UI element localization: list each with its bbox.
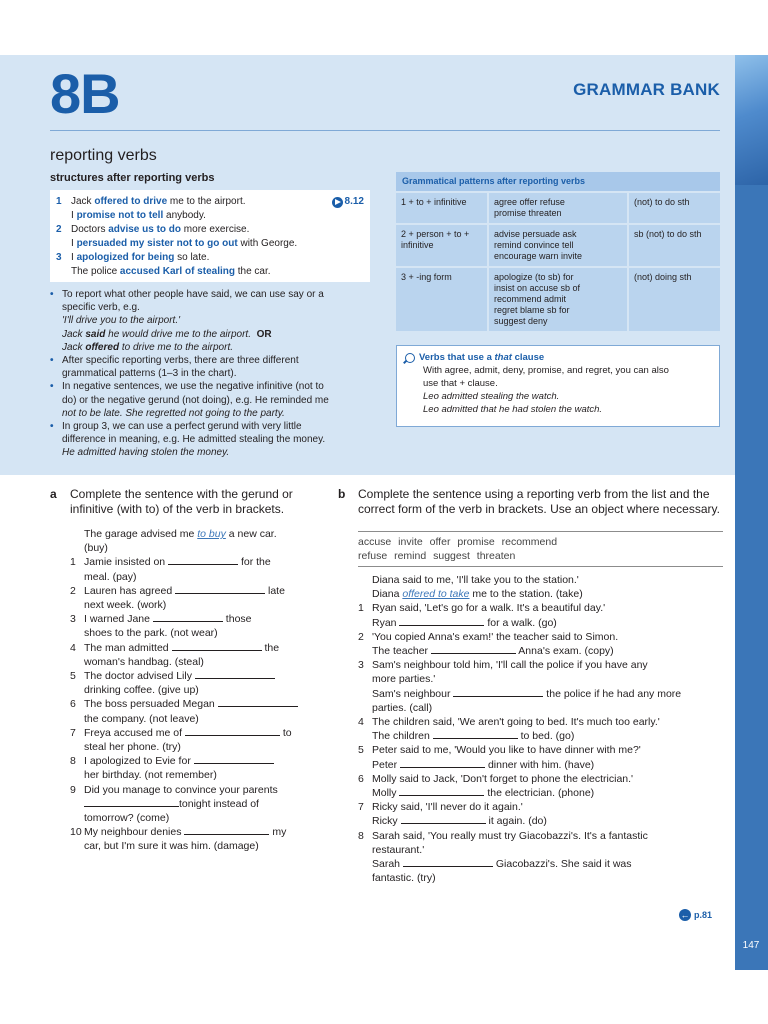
note-line: To report what other people have said, we can use say or a <box>62 289 324 300</box>
item-text-part: Molly said to Jack, 'Don't forget to phone the electrician.' <box>372 772 634 785</box>
note-or: OR <box>256 328 272 340</box>
item-text-part: more parties.' <box>372 673 436 686</box>
answer-blank[interactable] <box>194 754 274 764</box>
exercise-a <box>50 487 320 854</box>
exercise-items <box>50 527 320 854</box>
item-text-part: The teacher <box>372 645 429 658</box>
item-text <box>372 630 723 658</box>
item-number: 2 <box>70 584 76 597</box>
note-body <box>62 420 375 460</box>
answer-blank[interactable] <box>431 644 516 654</box>
example-text-part: me to the airport. <box>167 196 246 207</box>
exercise-item <box>70 641 320 669</box>
example-text-part: more exercise. <box>181 224 250 235</box>
exercise-item <box>70 612 320 640</box>
example-text-part: Jack <box>71 196 95 207</box>
note-quote: 'I'll drive you to the airport.' <box>62 315 181 327</box>
example-text <box>71 251 364 279</box>
answer-blank[interactable] <box>84 797 179 807</box>
example-text-part: The garage advised me <box>84 528 198 540</box>
item-text <box>372 743 723 771</box>
exercise-item <box>358 630 723 658</box>
note-text-part: to drive me to the airport. <box>119 341 234 353</box>
item-number: 3 <box>358 659 364 672</box>
example-number: 2 <box>56 224 62 235</box>
audio-reference[interactable] <box>332 195 364 209</box>
exercise-item <box>358 601 723 629</box>
item-text-part: woman's handbag. (steal) <box>84 655 204 668</box>
example-hint: (buy) <box>84 542 108 555</box>
exercise-example <box>70 527 320 555</box>
item-text-part: Peter <box>372 758 398 771</box>
example-highlight: persuaded my sister not to go out <box>76 238 238 249</box>
section-title: GRAMMAR BANK <box>573 80 720 99</box>
item-number: 6 <box>358 772 364 785</box>
tip-title-italic: that <box>494 352 512 363</box>
item-number: 4 <box>70 641 76 654</box>
item-text-part: those <box>222 613 252 626</box>
note-line: do) or the negative gerund (not doing), e.g. He reminded me <box>62 394 329 406</box>
exercise-letter: a <box>50 487 57 501</box>
item-number: 8 <box>70 755 76 768</box>
item-text-part: to <box>279 726 292 739</box>
unit-code: 8B <box>50 62 120 125</box>
tip-title-text <box>419 351 544 364</box>
item-text-part: Sarah <box>372 858 401 871</box>
answer-blank[interactable] <box>400 758 485 768</box>
note-line: specific verb, e.g. <box>62 302 140 314</box>
example-text-part: The police <box>71 266 120 277</box>
answer-blank[interactable] <box>168 555 238 565</box>
exercise-instruction: Complete the sentence using a reporting verb from the list and the correct form of the verb in brackets. Use an object where necessary. <box>358 487 720 516</box>
item-number: 5 <box>70 670 76 683</box>
pattern-cell: 1 + to + infinitive <box>396 192 488 224</box>
example-text-part: me to the station. (take) <box>469 588 583 601</box>
tip-line: use that + clause. <box>423 378 498 389</box>
structure-cell: (not) doing sth <box>628 267 720 331</box>
item-text <box>372 715 723 743</box>
verbs-cell: apologize (to sb) for insist on accuse sb of recommend admit regret blame sb for suggest deny <box>488 267 628 331</box>
answer-blank[interactable] <box>184 825 269 835</box>
example-highlight: advise us to do <box>108 224 182 235</box>
example-highlight: offered to drive <box>94 196 168 207</box>
back-page-link[interactable] <box>679 909 712 921</box>
item-text-part: my <box>269 826 287 839</box>
exercise-item <box>70 754 320 782</box>
item-text <box>372 601 723 629</box>
exercise-item <box>70 697 320 725</box>
word-list-line: accuse invite offer promise recommend <box>358 536 558 548</box>
example-text-part: I <box>71 210 77 221</box>
example-row <box>56 195 364 223</box>
item-text-part: I warned Jane <box>84 613 150 626</box>
answer-blank[interactable] <box>403 857 493 867</box>
item-number: 1 <box>70 556 76 569</box>
item-text-part: Ricky said, 'I'll never do it again.' <box>372 801 523 814</box>
item-text <box>84 697 320 725</box>
item-text-part: it again. (do) <box>485 815 547 828</box>
answer-blank[interactable] <box>195 669 275 679</box>
item-text-part: parties. (call) <box>372 701 433 714</box>
exercise-item <box>358 658 723 715</box>
answer-blank[interactable] <box>172 641 262 651</box>
pattern-cell: 2 + person + to + infinitive <box>396 224 488 267</box>
note-line: After specific reporting verbs, there are three different <box>62 355 299 367</box>
item-text-part: Peter said to me, 'Would you like to have dinner with me?' <box>372 744 641 757</box>
exercise-item <box>70 825 320 853</box>
example-number: 1 <box>56 196 62 207</box>
example-text-part: a new car. <box>225 528 277 540</box>
item-text <box>84 669 320 697</box>
answer-blank[interactable] <box>399 616 484 626</box>
note-item <box>50 420 375 460</box>
tip-line: Leo admitted that he had stolen the watch. <box>423 404 603 415</box>
item-text <box>84 726 320 754</box>
table-row <box>396 192 720 224</box>
item-text-part: My neighbour denies <box>84 826 182 839</box>
back-arrow-icon[interactable]: ← <box>680 910 690 920</box>
tip-box <box>396 345 720 427</box>
note-line: grammatical patterns (1–3 in the chart). <box>62 368 237 380</box>
item-text-part: the police if he had any more <box>543 687 682 700</box>
item-text <box>84 612 320 640</box>
exercise-item <box>70 555 320 583</box>
item-text-part: the electrician. (phone) <box>484 787 595 800</box>
item-number: 6 <box>70 698 76 711</box>
item-text-part: The boss persuaded Megan <box>84 698 215 711</box>
answer-blank[interactable] <box>175 584 265 594</box>
answer-blank[interactable] <box>433 729 518 739</box>
note-item <box>50 380 375 420</box>
note-line: In group 3, we can use a perfect gerund with very little <box>62 421 302 433</box>
example-row <box>56 223 364 251</box>
structure-cell: sb (not) to do sth <box>628 224 720 267</box>
item-text-part: Giacobazzi's. She said it was <box>492 858 632 871</box>
note-text-bold: said <box>85 328 106 340</box>
note-body <box>62 288 375 354</box>
item-text-part: The man admitted <box>84 641 169 654</box>
example-answer: to buy <box>197 528 226 540</box>
word-list-line: refuse remind suggest threaten <box>358 550 516 562</box>
item-number: 4 <box>358 716 364 729</box>
item-text-part: Molly <box>372 787 397 800</box>
item-text-part: The children <box>372 730 430 743</box>
page-number: 147 <box>742 940 760 951</box>
structure-cell: (not) to do sth <box>628 192 720 224</box>
item-text-part: drinking coffee. (give up) <box>84 684 199 697</box>
example-text-part: Diana said to me, 'I'll take you to the station.' <box>372 574 579 586</box>
exercise-item <box>358 772 723 800</box>
audio-track-number: 8.12 <box>344 196 364 207</box>
exercise-item <box>70 726 320 754</box>
item-number: 7 <box>358 801 364 814</box>
example-text-part: I <box>71 238 77 249</box>
header-divider <box>50 130 720 131</box>
item-text <box>84 555 320 583</box>
example-text <box>71 223 364 251</box>
example-text <box>71 195 364 223</box>
item-text <box>84 641 320 669</box>
example-text-part: anybody. <box>163 210 206 221</box>
note-body <box>62 354 375 380</box>
answer-blank[interactable] <box>218 697 298 707</box>
item-text-part: her birthday. (not remember) <box>84 769 217 782</box>
side-tab-strip <box>735 55 768 970</box>
pattern-table-title: Grammatical patterns after reporting verbs <box>396 172 720 192</box>
item-text-part: 'You copied Anna's exam!' the teacher said to Simon. <box>372 630 619 643</box>
exercise-instruction: Complete the sentence with the gerund or infinitive (with to) of the verb in brackets. <box>70 487 293 516</box>
item-text-part: steal her phone. (try) <box>84 741 181 754</box>
item-text-part: The doctor advised Lily <box>84 670 192 683</box>
table-row <box>396 267 720 331</box>
item-text-part: the company. (not leave) <box>84 712 199 725</box>
answer-blank[interactable] <box>399 786 484 796</box>
topic-subtitle: structures after reporting verbs <box>50 172 215 184</box>
bullet-icon: • <box>50 355 54 367</box>
item-text <box>372 829 723 886</box>
item-number: 5 <box>358 744 364 757</box>
example-text-part: so late. <box>174 252 210 263</box>
tip-title <box>405 351 711 364</box>
item-text-part: Freya accused me of <box>84 726 183 739</box>
item-text-part: tonight instead of <box>179 797 259 810</box>
note-line <box>62 342 233 353</box>
exercise-item <box>70 584 320 612</box>
note-line: He admitted having stolen the money. <box>62 447 230 459</box>
answer-blank[interactable] <box>153 612 223 622</box>
example-row <box>56 251 364 279</box>
item-text <box>84 825 320 853</box>
item-text-part: dinner with him. (have) <box>485 758 595 771</box>
exercise-item <box>358 743 723 771</box>
example-number: 3 <box>56 252 62 263</box>
tip-line: Leo admitted stealing the watch. <box>423 391 560 402</box>
item-text <box>84 584 320 612</box>
answer-blank[interactable] <box>401 814 486 824</box>
item-text-part: the <box>261 641 280 654</box>
exercise-example <box>358 573 723 601</box>
bullet-icon: • <box>50 381 54 393</box>
item-number: 10 <box>70 826 82 839</box>
note-text-part: he would drive me to the airport. <box>105 328 251 340</box>
item-text <box>372 800 723 828</box>
bullet-icon: • <box>50 289 54 300</box>
pattern-table <box>396 172 720 331</box>
item-text-part: Sarah said, 'You really must try Giacobazzi's. It's a fantastic <box>372 829 648 842</box>
exercise-item <box>70 783 320 826</box>
note-item <box>50 288 375 354</box>
example-highlight: accused Karl of stealing <box>119 266 235 277</box>
tip-title-part: clause <box>511 352 545 363</box>
exercise-letter: b <box>338 487 346 501</box>
verbs-cell: advise persuade ask remind convince tell encourage warn invite <box>488 224 628 267</box>
verbs-cell: agree offer refuse promise threaten <box>488 192 628 224</box>
note-text-part: Jack <box>62 341 86 353</box>
exercise-b <box>338 487 723 885</box>
item-text <box>84 754 320 782</box>
example-highlight: promise not to tell <box>76 210 164 221</box>
exercise-item <box>358 800 723 828</box>
item-number: 1 <box>358 602 364 615</box>
item-text-part: Did you manage to convince your parents <box>84 783 278 796</box>
item-text <box>84 783 320 826</box>
item-text-part: Jamie insisted on <box>84 556 166 569</box>
grammar-notes <box>50 288 375 460</box>
item-number: 3 <box>70 613 76 626</box>
item-number: 7 <box>70 726 76 739</box>
example-answer: offered to take <box>402 588 470 601</box>
item-number: 2 <box>358 630 364 643</box>
item-text-part: The children said, 'We aren't going to bed. It's much too early.' <box>372 716 660 729</box>
item-text-part: next week. (work) <box>84 599 167 612</box>
exercise-b-list <box>358 601 723 885</box>
example-text-part: Diana <box>372 588 403 601</box>
item-text-part: tomorrow? (come) <box>84 812 170 825</box>
item-number: 8 <box>358 829 364 842</box>
item-text-part: late <box>265 584 285 597</box>
exercise-item <box>358 829 723 886</box>
tip-line: With agree, admit, deny, promise, and regret, you can also <box>423 365 669 376</box>
back-link-label[interactable]: p.81 <box>694 910 713 920</box>
exercise-item <box>358 715 723 743</box>
item-text-part: Ricky <box>372 815 398 828</box>
bullet-icon: • <box>50 421 54 433</box>
topic-title: reporting verbs <box>50 147 157 164</box>
item-text-part: for the <box>238 556 271 569</box>
item-text-part: shoes to the park. (not wear) <box>84 627 218 640</box>
item-text <box>372 658 723 715</box>
item-text-part: Sam's neighbour <box>372 687 451 700</box>
note-body <box>62 380 375 420</box>
item-text-part: to bed. (go) <box>517 730 575 743</box>
note-line: In negative sentences, we use the negative infinitive (not to <box>62 381 324 393</box>
note-line: difference in meaning, e.g. He admitted stealing the money. <box>62 434 326 446</box>
answer-blank[interactable] <box>185 726 280 736</box>
item-text-part: car, but I'm sure it was him. (damage) <box>84 840 259 853</box>
item-text-part: I apologized to Evie for <box>84 755 191 768</box>
audio-play-icon[interactable] <box>332 197 343 208</box>
example-text-part: Doctors <box>71 224 109 235</box>
example-text-part: the car. <box>234 266 271 277</box>
item-text-part: fantastic. (try) <box>372 872 436 885</box>
answer-blank[interactable] <box>453 687 543 697</box>
note-line: not to be late. She regretted not going to the party. <box>62 407 285 419</box>
item-text-part: Lauren has agreed <box>84 584 173 597</box>
item-text-part: Ryan said, 'Let's go for a walk. It's a beautiful day.' <box>372 602 606 615</box>
examples-box <box>50 190 370 282</box>
note-line <box>62 329 251 340</box>
exercise-items <box>338 573 723 885</box>
item-number: 9 <box>70 783 76 796</box>
item-text-part: Ryan <box>372 616 397 629</box>
exercise-item <box>70 669 320 697</box>
example-text-part: with George. <box>237 238 298 249</box>
item-text-part: meal. (pay) <box>84 570 137 583</box>
example-text-part: I <box>71 252 77 263</box>
item-text-part: for a walk. (go) <box>484 616 557 629</box>
word-list-box <box>358 531 723 567</box>
note-text-part: Jack <box>62 328 86 340</box>
table-row <box>396 224 720 267</box>
example-highlight: apologized for being <box>76 252 175 263</box>
side-tab-decoration <box>735 55 768 185</box>
item-text-part: Sam's neighbour told him, 'I'll call the police if you have any <box>372 659 648 672</box>
note-text-bold: offered <box>85 341 120 353</box>
item-text <box>372 772 723 800</box>
item-text-part: restaurant.' <box>372 843 425 856</box>
pattern-cell: 3 + -ing form <box>396 267 488 331</box>
exercise-a-list <box>70 555 320 853</box>
note-item <box>50 354 375 380</box>
item-text-part: Anna's exam. (copy) <box>515 645 614 658</box>
magnifier-icon <box>405 353 415 363</box>
tip-title-part: Verbs that use a <box>419 352 495 363</box>
